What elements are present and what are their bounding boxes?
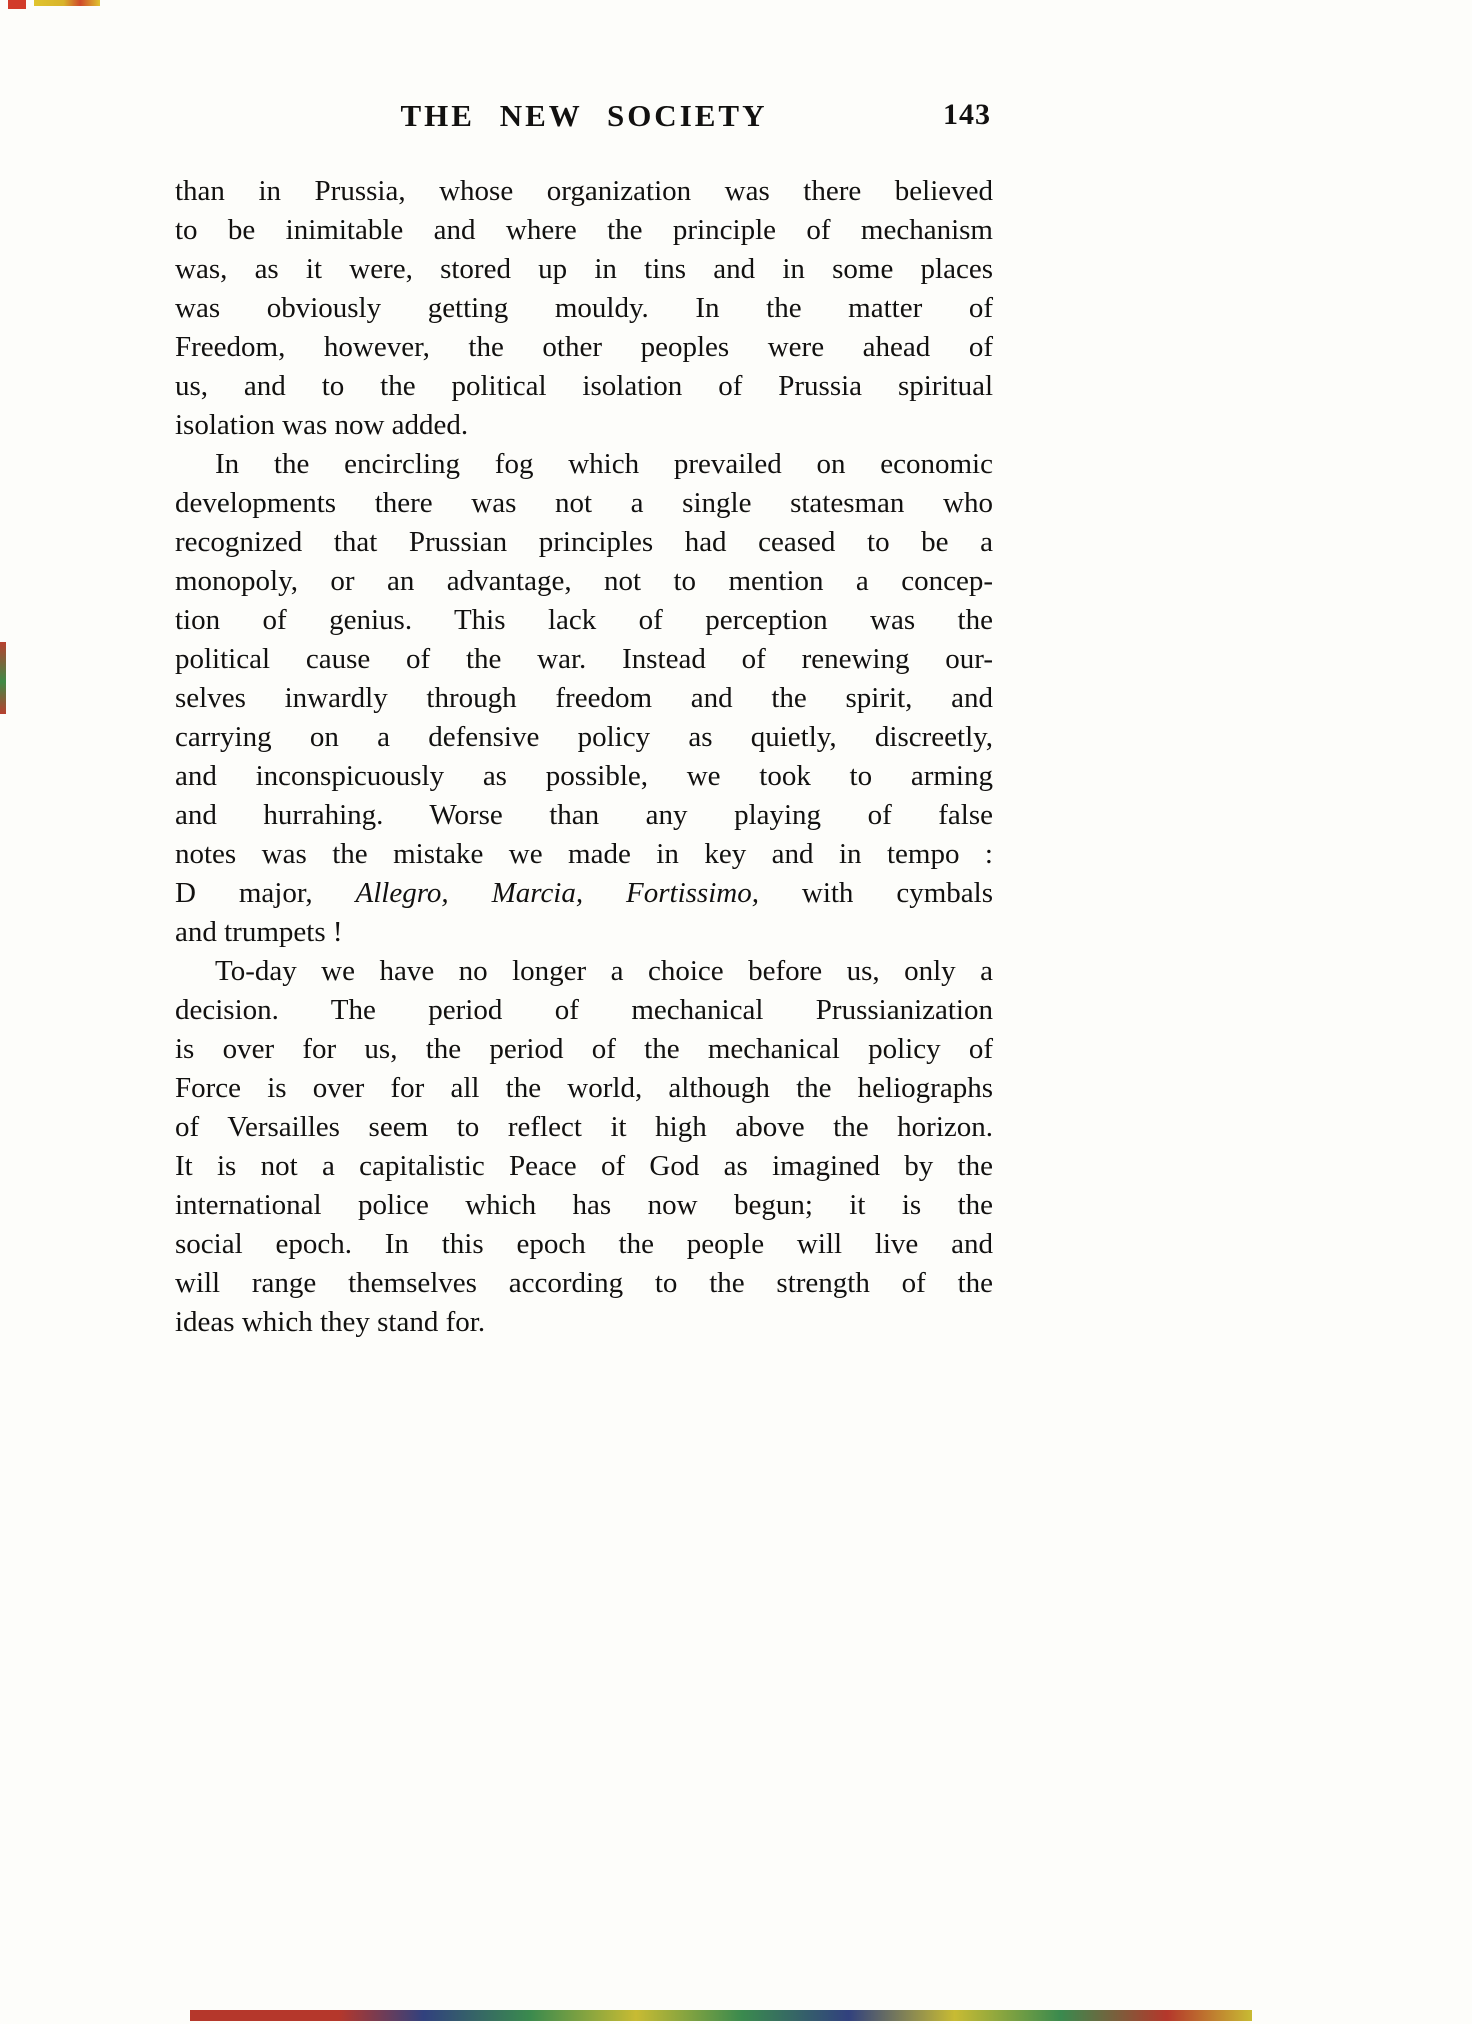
body-text: than in Prussia, whose organization was there believed <box>175 175 993 207</box>
text-line <box>175 1225 993 1264</box>
text-column <box>175 98 993 1342</box>
body-text: In the encircling fog which prevailed on economic <box>215 448 993 480</box>
text-line <box>175 562 993 601</box>
text-line <box>175 991 993 1030</box>
text-line <box>175 484 993 523</box>
body-text: selves inwardly through freedom and the spirit, and <box>175 682 993 714</box>
text-line <box>175 445 993 484</box>
body-text: will range themselves according to the strength of the <box>175 1267 993 1299</box>
body-text: us, and to the political isolation of Prussia spiritual <box>175 370 993 402</box>
scan-artifact-left-edge <box>0 642 6 714</box>
text-line <box>175 952 993 991</box>
body-text: tion of genius. This lack of perception was the <box>175 604 993 636</box>
body-text: notes was the mistake we made in key and in tempo : <box>175 838 993 870</box>
body-text: isolation was now added. <box>175 409 469 441</box>
body-text: was, as it were, stored up in tins and in some places <box>175 253 993 285</box>
text-line <box>175 328 993 367</box>
body-text: to be inimitable and where the principle of mechanism <box>175 214 993 246</box>
paragraph <box>175 445 993 952</box>
text-line <box>175 1303 993 1342</box>
body-text: recognized that Prussian principles had ceased to be a <box>175 526 993 558</box>
scan-artifact-bottom-stripe <box>190 2010 1252 2021</box>
text-line <box>175 835 993 874</box>
text-line <box>175 913 993 952</box>
text-line <box>175 523 993 562</box>
body-text: Freedom, however, the other peoples were ahead of <box>175 331 993 363</box>
text-line <box>175 601 993 640</box>
body-text: and inconspicuously as possible, we took to arming <box>175 760 993 792</box>
text-line <box>175 1147 993 1186</box>
text-line <box>175 406 993 445</box>
body-text: with cymbals <box>758 877 993 909</box>
body-text: of Versailles seem to reflect it high above the horizon. <box>175 1111 993 1143</box>
body-text: developments there was not a single statesman who <box>175 487 993 519</box>
body-text: Force is over for all the world, although the heliographs <box>175 1072 993 1104</box>
text-line <box>175 640 993 679</box>
body-text: carrying on a defensive policy as quietly, discreetly, <box>175 721 993 753</box>
body-text: was obviously getting mouldy. In the matter of <box>175 292 993 324</box>
paragraph <box>175 952 993 1342</box>
text-line <box>175 1186 993 1225</box>
page-header <box>175 98 993 144</box>
scan-artifact-top-yellow <box>34 0 100 6</box>
body-text: is over for us, the period of the mechanical policy of <box>175 1033 993 1065</box>
running-head: THE NEW SOCIETY <box>400 98 768 133</box>
text-line <box>175 874 993 913</box>
scan-artifact-top-red <box>8 0 26 9</box>
body-text: monopoly, or an advantage, not to mention a concep- <box>175 565 993 597</box>
body-text: and hurrahing. Worse than any playing of false <box>175 799 993 831</box>
text-line <box>175 1069 993 1108</box>
page-number: 143 <box>943 98 991 131</box>
body-text: international police which has now begun; it is the <box>175 1189 993 1221</box>
text-line <box>175 679 993 718</box>
body-text: It is not a capitalistic Peace of God as imagined by the <box>175 1150 993 1182</box>
page-body <box>175 172 993 1342</box>
text-line <box>175 289 993 328</box>
text-line <box>175 1264 993 1303</box>
text-line <box>175 367 993 406</box>
body-text: To-day we have no longer a choice before us, only a <box>215 955 993 987</box>
text-line <box>175 796 993 835</box>
body-text: social epoch. In this epoch the people will live and <box>175 1228 993 1260</box>
italic-text: Allegro, Marcia, Fortissimo, <box>355 877 759 909</box>
paragraph <box>175 172 993 445</box>
text-line <box>175 172 993 211</box>
text-line <box>175 1108 993 1147</box>
text-line <box>175 211 993 250</box>
body-text: D major, <box>175 877 356 909</box>
text-line <box>175 757 993 796</box>
body-text: ideas which they stand for. <box>175 1306 486 1338</box>
text-line <box>175 1030 993 1069</box>
text-line <box>175 718 993 757</box>
text-line <box>175 250 993 289</box>
body-text: political cause of the war. Instead of renewing our- <box>175 643 993 675</box>
body-text: decision. The period of mechanical Prussianization <box>175 994 993 1026</box>
body-text: and trumpets ! <box>175 916 343 948</box>
